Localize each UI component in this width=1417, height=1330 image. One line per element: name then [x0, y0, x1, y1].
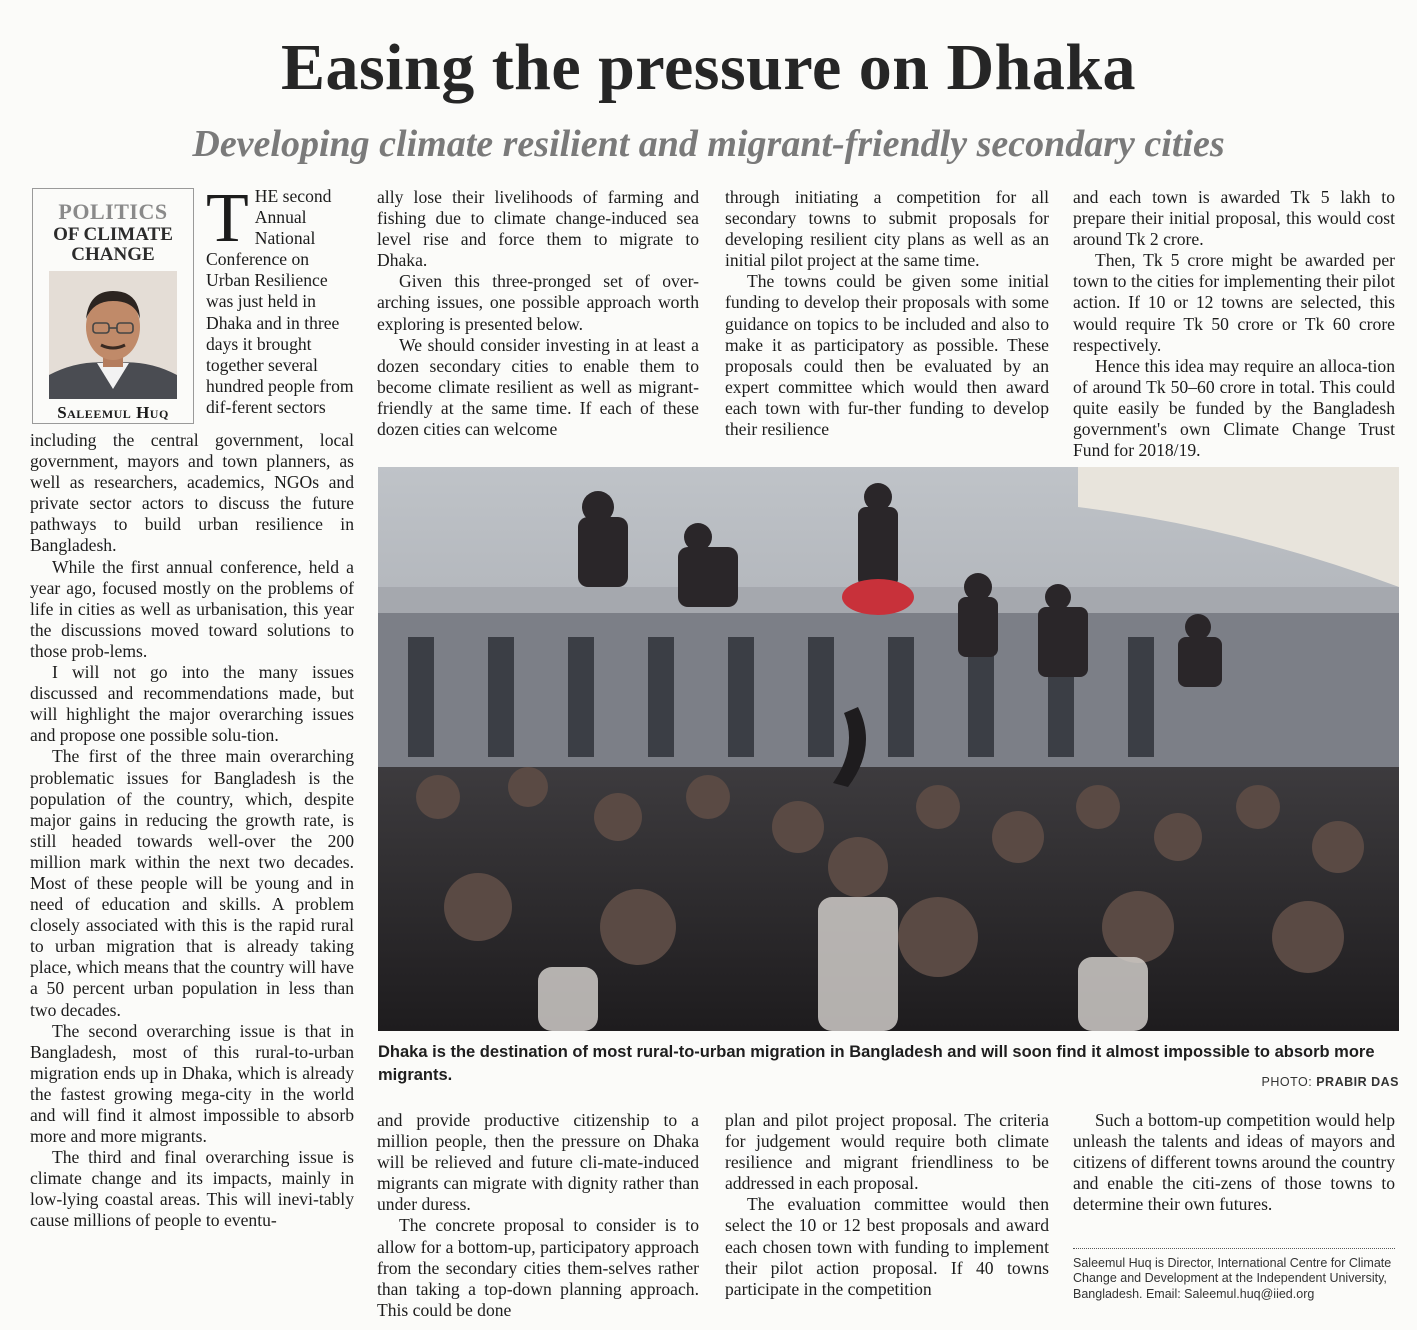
article-column-4-bottom	[1073, 1110, 1395, 1215]
author-name: Saleemul Huq	[57, 403, 169, 422]
photo-caption: Dhaka is the destination of most rural-to-urban migration in Bangladesh and will soon find it almost impossible to absorb more migrants.	[378, 1043, 1375, 1084]
article-column-2-bottom	[377, 1110, 699, 1321]
author-photo	[49, 271, 177, 399]
author-bio: Saleemul Huq is Director, International Centre for Climate Change and Development at the Independent University, Bangladesh. Email: Saleemul.huq@iied.org	[1073, 1256, 1392, 1301]
subheadline: Developing climate resilient and migrant-friendly secondary cities	[192, 123, 1225, 165]
paragraph: Given this three-pronged set of over-arching issues, one possible approach worth exploring is presented below.	[377, 271, 699, 334]
article-column-2-top	[377, 187, 699, 440]
columnist-box	[32, 188, 194, 424]
paragraph: While the first annual conference, held a year ago, focused mostly on the problems of life in cities as well as urbanisation, this year the discussions moved toward solutions to those prob-lems.	[30, 556, 354, 661]
intro-text: HE second Annual National Conference on Urban Resilience was just held in Dhaka and in three days it brought together several hundred people from dif-ferent sectors	[206, 186, 354, 417]
bio-divider	[1073, 1248, 1395, 1249]
paragraph: The concrete proposal to consider is to allow for a bottom-up, participatory approach from the secondary cities them-selves rather than taking a top-down planning approach. This could be done	[377, 1215, 699, 1320]
paragraph: Hence this idea may require an alloca-tion of around Tk 50–60 crore in total. This could quite easily be funded by the Bangladesh government's own Climate Change Trust Fund for 2018/19.	[1073, 355, 1395, 461]
paragraph: and each town is awarded Tk 5 lakh to prepare their initial proposal, this would cost around Tk 2 crore.	[1073, 187, 1395, 250]
headline: Easing the pressure on Dhaka	[280, 31, 1137, 104]
paragraph: ally lose their livelihoods of farming and fishing due to climate change-induced sea level rise and force them to migrate to Dhaka.	[377, 187, 699, 271]
paragraph: The first of the three main overarching problematic issues for Bangladesh is the population of the country, which, despite major gains in reducing the growth rate, is still headed towards well-over the 200 million mark within the next two decades. Most of these people will be young and in need of education and skills. A problem closely associated with this is the rapid rural to urban migration that is already taking place, which means that the country will have a 50 percent urban population in less than two decades.	[30, 746, 354, 1020]
article-column-4-top	[1073, 187, 1395, 461]
article-column-3-bottom	[725, 1110, 1049, 1300]
paragraph: The evaluation committee would then select the 10 or 12 best proposals and award each chosen town with funding to implement their pilot action proposal. If 40 towns participate in the competition	[725, 1194, 1049, 1299]
photo-credit-name: PRABIR DAS	[1316, 1075, 1399, 1089]
article-photo	[378, 467, 1399, 1031]
photo-credit	[1262, 1075, 1399, 1089]
paragraph: We should consider investing in at least a dozen secondary cities to enable them to become climate resilient as well as migrant-friendly at the same time. If each of these dozen cities can welcome	[377, 334, 699, 440]
article-column-1	[30, 430, 354, 1232]
column-label-politics: POLITICS	[58, 199, 168, 224]
column-label-of-climate: OF CLIMATE	[53, 224, 173, 245]
photo-credit-label: PHOTO:	[1261, 1075, 1313, 1089]
paragraph: I will not go into the many issues discussed and recommendations made, but will highlight the major overarching issues and propose one possible solu-tion.	[30, 662, 354, 746]
paragraph: The second overarching issue is that in Bangladesh, most of this rural-to-urban migration ends up in Dhaka, which is already the fastest growing mega-city in the world and will find it almost impossible to absorb more and more migrants.	[30, 1020, 354, 1147]
paragraph: The towns could be given some initial funding to develop their proposals with some guidance on topics to be included and also to make it as participatory as possible. These proposals could then be evaluated by an expert committee which would then award each town with fur-ther funding to develop their resilience	[725, 271, 1049, 440]
paragraph: plan and pilot project proposal. The criteria for judgement would require both climate resilience and migrant friendliness to be addressed in each proposal.	[725, 1110, 1049, 1194]
paragraph: Then, Tk 5 crore might be awarded per town to the cities for implementing their pilot action. If 10 or 12 towns are selected, this would require Tk 50 crore or Tk 60 crore respectively.	[1073, 250, 1395, 355]
paragraph: through initiating a competition for all secondary towns to submit proposals for developing resilient city plans as well as an initial pilot project at the same time.	[725, 187, 1049, 271]
paragraph: including the central government, local government, mayors and town planners, as well as researchers, academics, NGOs and private sector actors to discuss the future pathways to build urban resilience in Bangladesh.	[30, 430, 354, 556]
drop-cap: T	[206, 180, 249, 257]
paragraph: and provide productive citizenship to a million people, then the pressure on Dhaka will be relieved and future cli-mate-induced migrants can migrate with dignity rather than under duress.	[377, 1110, 699, 1215]
article-column-3-top	[725, 187, 1049, 440]
paragraph: The third and final overarching issue is climate change and its impacts, mainly in low-lying coastal areas. This will inevi-tably cause millions of people to eventu-	[30, 1147, 354, 1231]
article-intro	[206, 180, 354, 418]
column-label-change: CHANGE	[71, 244, 155, 265]
paragraph: Such a bottom-up competition would help unleash the talents and ideas of mayors and citizens of different towns around the country and enable the citi-zens of those towns to determine their own futures.	[1073, 1110, 1395, 1215]
